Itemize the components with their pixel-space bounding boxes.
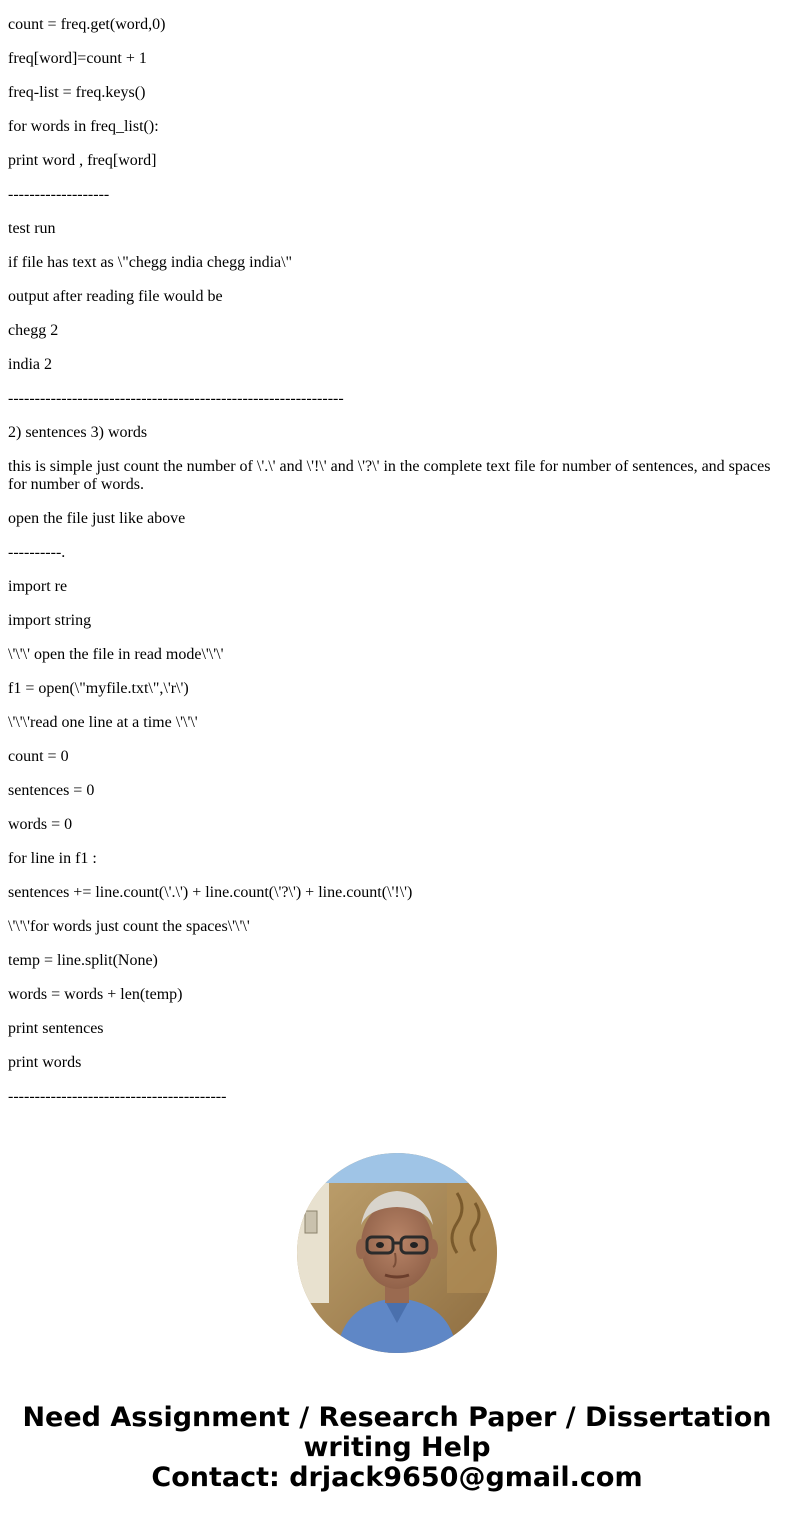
text-line: --------------------------------------------------------------- — [8, 390, 344, 407]
answer-text — [8, 16, 786, 1122]
text-line: for words in freq_list(): — [8, 118, 159, 135]
footer-subheadline: writing Help — [303, 1432, 491, 1463]
text-line: for line in f1 : — [8, 850, 97, 867]
text-line: count = freq.get(word,0) — [8, 16, 166, 33]
text-line: sentences = 0 — [8, 782, 95, 799]
text-line: if file has text as \"chegg india chegg india\" — [8, 254, 293, 271]
text-line: words = words + len(temp) — [8, 986, 183, 1003]
footer-contact-email: Contact: drjack9650@gmail.com — [151, 1462, 643, 1493]
text-line: print words — [8, 1054, 82, 1071]
text-line: freq[word]=count + 1 — [8, 50, 147, 67]
avatar — [297, 1153, 497, 1353]
text-line: import string — [8, 612, 92, 629]
text-line: india 2 — [8, 356, 52, 373]
text-line: \'\'\'read one line at a time \'\'\' — [8, 714, 198, 731]
text-line: this is simple just count the number of \'.\' and \'!\' and \'?\' in the complete text file for number of sentences, and spaces for number of words. — [8, 458, 775, 493]
text-line: ----------------------------------------- — [8, 1088, 227, 1105]
text-line: f1 = open(\"myfile.txt\",\'r\') — [8, 680, 189, 697]
text-line: output after reading file would be — [8, 288, 223, 305]
text-line: print sentences — [8, 1020, 104, 1037]
text-line: test run — [8, 220, 56, 237]
text-line: print word , freq[word] — [8, 152, 157, 169]
contact-footer — [0, 1403, 794, 1493]
text-line: \'\'\' open the file in read mode\'\'\' — [8, 646, 224, 663]
text-line: ------------------- — [8, 186, 110, 203]
text-line: freq-list = freq.keys() — [8, 84, 146, 101]
footer-headline: Need Assignment / Research Paper / Dissertation — [22, 1402, 772, 1433]
text-line: count = 0 — [8, 748, 69, 765]
avatar-portrait-image — [297, 1153, 497, 1353]
text-line: words = 0 — [8, 816, 73, 833]
text-line: sentences += line.count(\'.\') + line.count(\'?\') + line.count(\'!\') — [8, 884, 413, 901]
text-line: 2) sentences 3) words — [8, 424, 148, 441]
text-line: \'\'\'for words just count the spaces\'\'\' — [8, 918, 250, 935]
text-line: ----------. — [8, 544, 66, 561]
text-line: chegg 2 — [8, 322, 59, 339]
text-line: temp = line.split(None) — [8, 952, 158, 969]
text-line: open the file just like above — [8, 510, 186, 527]
text-line: import re — [8, 578, 68, 595]
